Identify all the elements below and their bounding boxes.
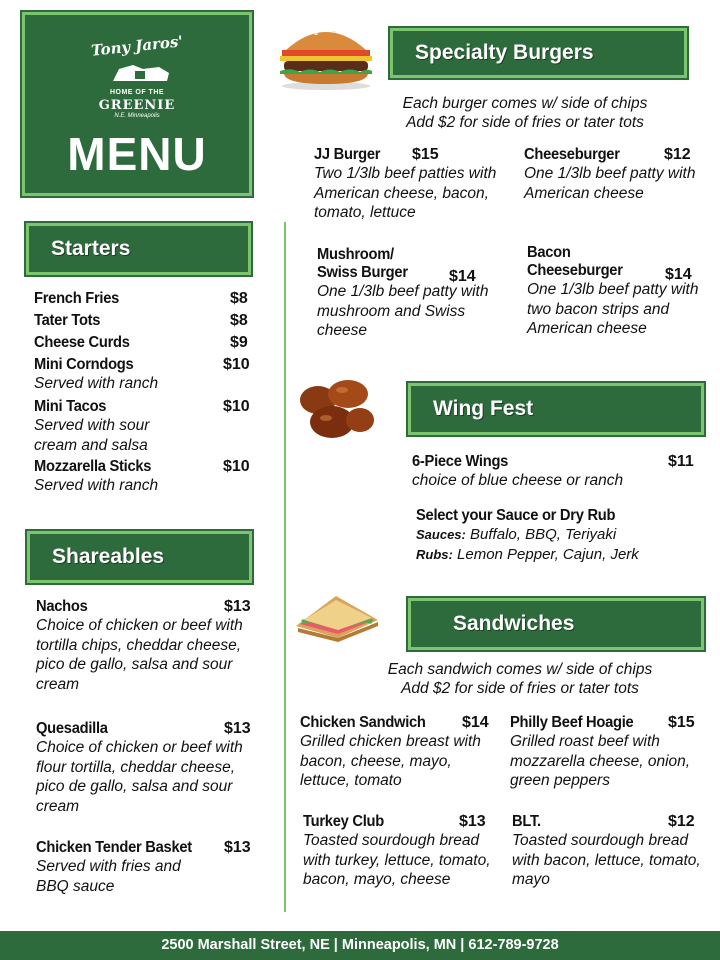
wings-image bbox=[292, 370, 382, 450]
item-name: Cheeseburger bbox=[524, 146, 620, 163]
item-price: $13 bbox=[459, 813, 486, 830]
rubs-label: Rubs: bbox=[416, 547, 453, 562]
item-name: Philly Beef Hoagie bbox=[510, 714, 634, 731]
sauce-section bbox=[416, 507, 706, 565]
starters-list bbox=[34, 290, 252, 500]
sandwiches-title: Sandwiches bbox=[453, 612, 575, 635]
item-price: $12 bbox=[664, 146, 691, 163]
menu-item bbox=[36, 839, 266, 896]
item-name: Mini Corndogs bbox=[34, 356, 134, 373]
wing-fest-title: Wing Fest bbox=[433, 397, 534, 420]
shareables-title: Shareables bbox=[52, 545, 165, 568]
item-price: $15 bbox=[412, 146, 439, 163]
logo-box bbox=[22, 12, 252, 196]
rubs-list: Lemon Pepper, Cajun, Jerk bbox=[457, 546, 639, 563]
item-price: $10 bbox=[223, 458, 250, 475]
item-name: Mini Tacos bbox=[34, 398, 107, 415]
menu-item bbox=[34, 398, 252, 458]
menu-item bbox=[314, 146, 509, 223]
item-price: $8 bbox=[230, 290, 248, 307]
logo-line3: N.E. Minneapolis bbox=[114, 113, 160, 119]
item-name: Mozzarella Sticks bbox=[34, 458, 152, 475]
logo-building-icon bbox=[109, 61, 173, 85]
item-price: $11 bbox=[668, 453, 694, 470]
shareables-header bbox=[27, 531, 252, 583]
menu-item bbox=[303, 813, 503, 890]
item-name: Cheese Curds bbox=[34, 334, 130, 351]
logo-line1: HOME OF THE bbox=[109, 89, 165, 96]
item-price: $10 bbox=[223, 356, 250, 373]
logo-line2: GREENIE bbox=[98, 98, 176, 113]
item-desc: Choice of chicken or beef with tortilla chips, cheddar cheese, pico de gallo, salsa and sour cream bbox=[36, 617, 243, 693]
item-desc: Grilled chicken breast with bacon, cheese, mayo, lettuce, tomato bbox=[300, 733, 481, 789]
burgers-note-line2: Add $2 for side of fries or tater tots bbox=[406, 114, 644, 131]
item-name: Chicken Sandwich bbox=[300, 714, 426, 731]
item-name: Turkey Club bbox=[303, 813, 384, 830]
footer-address: 2500 Marshall Street, NE | Minneapolis, MN | 612-789-9728 bbox=[161, 937, 559, 953]
sauce-title: Select your Sauce or Dry Rub bbox=[416, 507, 616, 524]
menu-item bbox=[512, 813, 707, 890]
item-price: $12 bbox=[668, 813, 695, 830]
item-price: $9 bbox=[230, 334, 248, 351]
item-desc: Toasted sourdough bread with turkey, lettuce, tomato, bacon, mayo, cheese bbox=[303, 832, 491, 888]
column-divider bbox=[284, 222, 286, 912]
menu-item bbox=[317, 246, 502, 341]
footer-bar bbox=[0, 931, 720, 960]
sandwiches-header bbox=[408, 598, 704, 650]
item-name: BLT. bbox=[512, 813, 541, 830]
sandwiches-note-line1: Each sandwich comes w/ side of chips bbox=[387, 661, 653, 678]
item-desc: Served with ranch bbox=[34, 477, 159, 494]
item-name: Nachos bbox=[36, 598, 88, 615]
item-name-line1: Bacon bbox=[527, 244, 571, 261]
burgers-note-line1: Each burger comes w/ side of chips bbox=[402, 95, 648, 112]
menu-title: MENU bbox=[67, 128, 207, 180]
item-price: $14 bbox=[449, 268, 476, 285]
item-price: $8 bbox=[230, 312, 248, 329]
starters-header bbox=[26, 223, 251, 275]
wing-fest-header bbox=[408, 383, 704, 435]
sauces-line bbox=[416, 525, 706, 545]
menu-item bbox=[34, 334, 252, 356]
menu-item bbox=[34, 356, 252, 398]
burger-image bbox=[276, 20, 376, 92]
item-name: 6-Piece Wings bbox=[412, 453, 509, 470]
item-desc: Two 1/3lb beef patties with American cheese, bacon, tomato, lettuce bbox=[314, 165, 497, 221]
item-price: $14 bbox=[665, 266, 692, 283]
item-desc: Grilled roast beef with mozzarella cheese, onion, green peppers bbox=[510, 733, 691, 789]
item-price: $13 bbox=[224, 598, 251, 615]
menu-item bbox=[412, 453, 697, 491]
item-name-line2: Cheeseburger bbox=[527, 262, 623, 279]
item-desc: Choice of chicken or beef with flour tortilla, cheddar cheese, pico de gallo, salsa and sour cream bbox=[36, 739, 243, 815]
item-price: $13 bbox=[224, 839, 251, 856]
item-desc: Served with ranch bbox=[34, 375, 159, 392]
sauces-list: Buffalo, BBQ, Teriyaki bbox=[470, 526, 617, 543]
menu-item bbox=[524, 146, 716, 203]
item-desc: One 1/3lb beef patty with American cheese bbox=[524, 165, 696, 202]
sauces-label: Sauces: bbox=[416, 527, 466, 542]
menu-item bbox=[34, 458, 252, 500]
burgers-note bbox=[370, 94, 680, 132]
item-name: Chicken Tender Basket bbox=[36, 839, 192, 856]
menu-item bbox=[34, 312, 252, 334]
item-desc: One 1/3lb beef patty with mushroom and Swiss cheese bbox=[317, 283, 489, 339]
item-name-line2: Swiss Burger bbox=[317, 264, 408, 281]
item-desc: Toasted sourdough bread with bacon, lettuce, tomato, mayo bbox=[512, 832, 701, 888]
item-price: $15 bbox=[668, 714, 695, 731]
logo-brand: Tony Jaros' bbox=[90, 32, 184, 60]
menu-item bbox=[36, 720, 266, 816]
item-name-line1: Mushroom/ bbox=[317, 246, 394, 263]
item-price: $13 bbox=[224, 720, 251, 737]
specialty-burgers-title: Specialty Burgers bbox=[415, 41, 594, 64]
item-name: French Fries bbox=[34, 290, 120, 307]
item-name: Tater Tots bbox=[34, 312, 101, 329]
menu-item bbox=[34, 290, 252, 312]
item-name: Quesadilla bbox=[36, 720, 108, 737]
rubs-line bbox=[416, 545, 706, 565]
item-desc: One 1/3lb beef patty with two bacon strips and American cheese bbox=[527, 281, 699, 337]
sandwiches-note bbox=[350, 660, 690, 698]
menu-item bbox=[300, 714, 500, 791]
sandwich-image bbox=[292, 590, 382, 644]
item-desc: Served with fries and BBQ sauce bbox=[36, 858, 181, 895]
menu-item bbox=[527, 244, 717, 339]
menu-item bbox=[510, 714, 715, 791]
starters-title: Starters bbox=[51, 237, 131, 260]
item-desc: Served with sour cream and salsa bbox=[34, 417, 150, 454]
menu-item bbox=[36, 598, 266, 694]
sandwiches-note-line2: Add $2 for side of fries or tater tots bbox=[401, 680, 639, 697]
specialty-burgers-header bbox=[390, 28, 687, 78]
item-name: JJ Burger bbox=[314, 146, 381, 163]
item-price: $10 bbox=[223, 398, 250, 415]
item-price: $14 bbox=[462, 714, 489, 731]
item-desc: choice of blue cheese or ranch bbox=[412, 472, 624, 489]
